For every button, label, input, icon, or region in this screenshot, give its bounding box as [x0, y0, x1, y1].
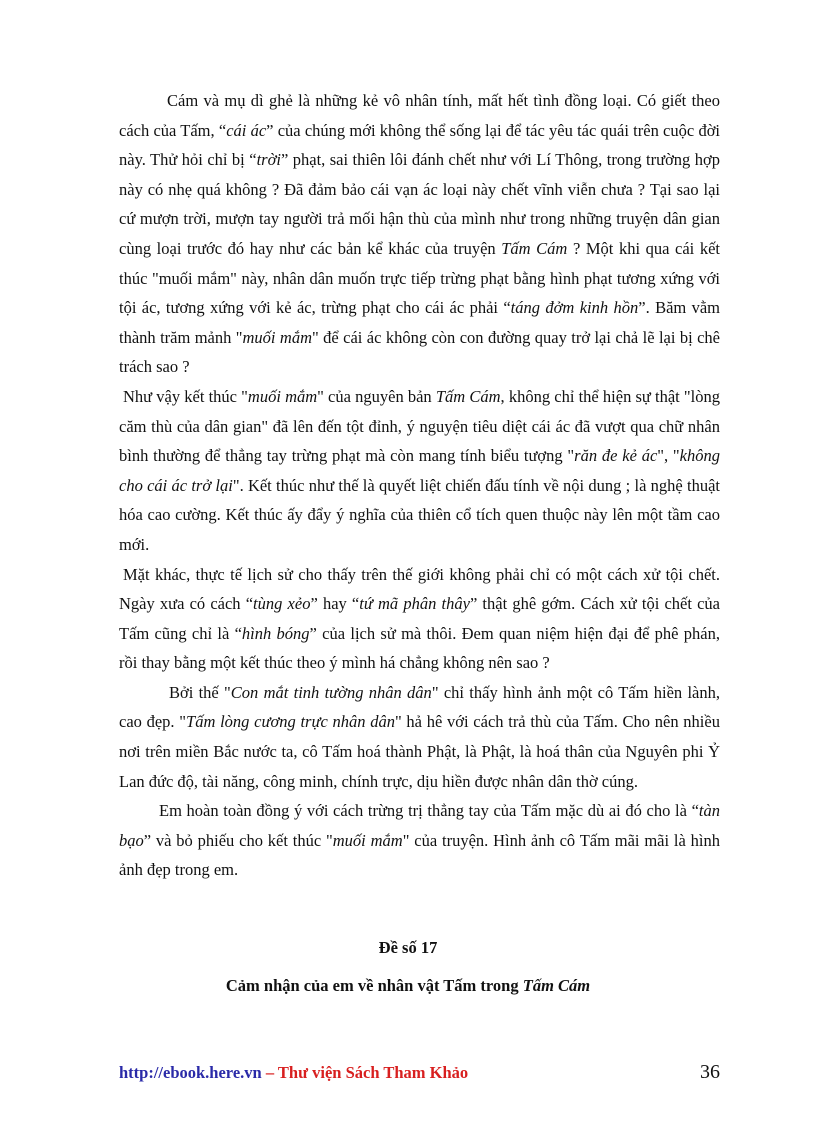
- italic-run: Tấm lòng cương trực nhân dân: [186, 712, 395, 732]
- text-run: " để cái ác không còn con đường quay trở lại chả lẽ lại bị chê trách sao ?: [119, 327, 720, 377]
- text-run: ". Kết thúc như thế là quyết liệt chiến đấu tính về nội dung ; là nghệ thuật hóa cao cường. Kết thúc ấy đẩy ý nghĩa của thiên cổ tích quen thuộc này lên một tầm cao mới.: [119, 475, 720, 554]
- italic-run: răn đe kẻ ác: [574, 446, 658, 466]
- italic-run: cái ác: [226, 120, 267, 140]
- text-run: Mặt khác, thực tế lịch sử cho thấy trên thế giới không phải chỉ có một cách xử tội chết. Ngày xưa có cách “: [119, 564, 720, 614]
- section-title: [0, 976, 816, 996]
- italic-run: muối mắm: [242, 327, 313, 347]
- italic-run: táng đởm kinh hồn: [510, 298, 639, 318]
- italic-run: hình bóng: [241, 623, 310, 643]
- italic-run: Tấm Cám: [501, 238, 568, 258]
- section-title-prefix: Cảm nhận của em về nhân vật Tấm trong: [225, 976, 523, 995]
- text-run: Cám và mụ dì ghẻ là những kẻ vô nhân tính, mất hết tình đồng loại. Có giết theo cách của Tấm, “: [119, 91, 720, 140]
- text-run: Em hoàn toàn đồng ý với cách trừng trị thẳng tay của Tấm mặc dù ai đó cho là “: [159, 801, 699, 821]
- paragraph-4: [119, 678, 720, 796]
- italic-run: tứ mã phân thây: [359, 594, 470, 614]
- text-run: Như vậy kết thúc ": [123, 386, 248, 406]
- italic-run: Tấm Cám: [435, 386, 501, 406]
- text-run: " hả hê với cách trả thù của Tấm. Cho nên nhiều nơi trên miền Bắc nước ta, cô Tấm hoá thành Phật, là Phật, là hoá thân của Nguyên phi Ỷ Lan đức độ, tài năng, công minh, chính trực, dịu hiền được nhân dân thờ cúng.: [119, 712, 720, 791]
- paragraph-5: [119, 796, 720, 885]
- text-run: ” thật ghê gớm. Cách xử tội chết của Tấm cũng chỉ là “: [119, 594, 720, 643]
- text-run: " của truyện. Hình ảnh cô Tấm mãi mãi là hình ảnh đẹp trong em.: [119, 830, 720, 880]
- italic-run: muối mắm: [332, 830, 403, 850]
- text-run: ” của chúng mới không thể sống lại để tác yêu tác quái trên cuộc đời này. Thử hỏi chỉ bị “: [119, 120, 720, 170]
- section-number: Đề số 17: [378, 938, 438, 957]
- body-text: [119, 86, 720, 885]
- text-run: Bởi thế ": [169, 682, 231, 702]
- paragraph-3: [119, 560, 720, 678]
- text-run: ” phạt, sai thiên lôi đánh chết như với Lí Thông, trong trường hợp này có nhẹ quá không ? Đã đảm bảo cái vạn ác loại này chết vĩnh viễn chưa ? Tại sao lại cứ mượn trời, mượn tay người trả mối hận thù của mình như trong những truyện dân gian cùng loại trước đó hay như các bản kể khác của truyện: [119, 150, 720, 258]
- italic-run: muối mắm: [247, 386, 318, 406]
- page-footer: [119, 1063, 720, 1083]
- italic-run: tùng xẻo: [253, 594, 311, 614]
- text-run: ”. Băm vằm thành trăm mảnh ": [119, 298, 721, 347]
- section-title-work: Tấm Cám: [522, 976, 591, 995]
- paragraph-2: [119, 382, 720, 560]
- text-run: , không chỉ thể hiện sự thật "lòng căm thù của dân gian" đã lên đến tột đỉnh, ý nguyện tiêu diệt cái ác đã vượt qua chữ nhân bình thường để thẳng tay trừng phạt mà còn mang tính biểu tượng ": [119, 386, 720, 466]
- italic-run: tàn bạo: [119, 801, 720, 850]
- italic-run: trời: [256, 150, 281, 170]
- text-run: ” của lịch sử mà thôi. Đem quan niệm hiện đại để phê phán, rồi thay bằng một kết thúc theo ý mình há chẳng không nên sao ?: [119, 623, 721, 673]
- paragraph-1: [119, 86, 720, 382]
- text-run: " chỉ thấy hình ảnh một cô Tấm hiền lành, cao đẹp. ": [119, 682, 720, 732]
- text-run: ” và bỏ phiếu cho kết thúc ": [143, 830, 333, 850]
- text-run: " của nguyên bản: [317, 386, 436, 406]
- footer-separator: –: [261, 1063, 278, 1082]
- text-run: ", ": [657, 446, 680, 466]
- text-run: ? Một khi qua cái kết thúc "muối mắm" này, nhân dân muốn trực tiếp trừng phạt bằng hình phạt tương xứng với tội ác, tương xứng với kẻ ác, trừng phạt cho cái ác phải “: [119, 238, 720, 318]
- footer-link[interactable]: http://ebook.here.vn: [119, 1063, 262, 1082]
- text-run: ” hay “: [310, 594, 360, 614]
- italic-run: Con mắt tinh tường nhân dân: [230, 682, 432, 702]
- italic-run: không cho cái ác trở lại: [119, 446, 720, 495]
- footer-library-name: Thư viện Sách Tham Khảo: [277, 1063, 469, 1082]
- page-number: 36: [700, 1061, 720, 1083]
